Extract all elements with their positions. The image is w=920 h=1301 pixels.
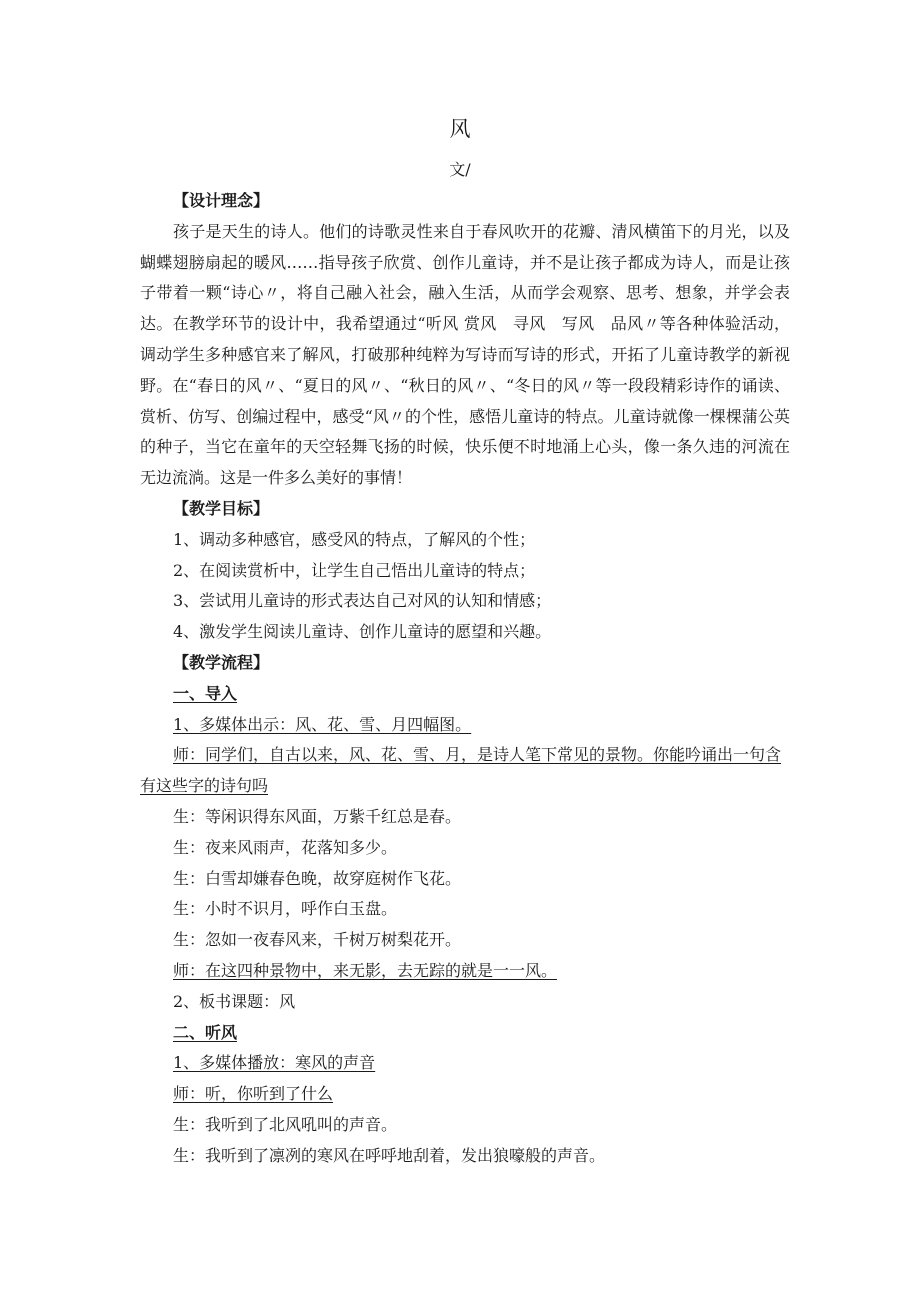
design-heading: 【设计理念】 xyxy=(173,191,270,210)
part2-heading: 二、听风 xyxy=(173,1022,238,1042)
part1-item2: 2、板书课题：风 xyxy=(173,991,296,1011)
goals-heading: 【教学目标】 xyxy=(173,498,270,518)
student-answer: 生：等闲识得东风面，万紫千红总是春。 xyxy=(173,806,462,826)
goal-item: 1、调动多种感官，感受风的特点，了解风的个性； xyxy=(173,529,536,549)
design-paragraph: 孩子是天生的诗人。他们的诗歌灵性来自于春风吹开的花瓣、清风横笛下的月光，以及蝴蝶翅膀扇起的暖风……指导孩子欣赏、创作儿童诗，并不是让孩子都成为诗人，而是让孩子带着一颗“诗心〃，将自己融入社会，融入生活，从而学会观察、思考、想象，并学会表达。在教学环节的设计中，我希望通过“听风 赏风 寻风 写风 品风〃等各种体验活动，调动学生多种感官来了解风，打破那种纯粹为写诗而写诗的形式，开拓了儿童诗教学的新视野。在“春日的风〃、“夏日的风〃、“秋日的风〃、“冬日的风〃等一段段精彩诗作的诵读、赏析、仿写、创编过程中，感受“风〃的个性，感悟儿童诗的特点。儿童诗就像一棵棵蒲公英的种子，当它在童年的天空轻舞飞扬的时候，快乐便不时地涌上心头，像一条久违的河流在无边流淌。这是一件多么美好的事情！ xyxy=(140,221,790,488)
student-answer: 生：白雪却嫌春色晚，故穿庭树作飞花。 xyxy=(173,868,462,888)
document-title: 风 xyxy=(449,117,471,141)
student-answer: 生：小时不识月，呼作白玉盘。 xyxy=(173,899,398,919)
part1-teacher-line: 师：同学们，自古以来，风、花、雪、月，是诗人笔下常见的景物。你能吟诵出一句含有这些字的诗句吗 xyxy=(140,745,782,796)
student-answer: 生：我听到了凛冽的寒风在呼呼地刮着，发出狼嚎般的声音。 xyxy=(173,1145,606,1165)
document-body xyxy=(140,186,790,1172)
student-answer: 生：我听到了北风吼叫的声音。 xyxy=(173,1114,398,1134)
document-author: 文/ xyxy=(449,160,471,179)
part1-item1: 1、多媒体出示：风、花、雪、月四幅图。 xyxy=(173,714,472,734)
student-answer: 生：忽如一夜春风来，千树万树梨花开。 xyxy=(173,930,462,950)
student-answer: 生：夜来风雨声，花落知多少。 xyxy=(173,837,398,857)
goal-item: 3、尝试用儿童诗的形式表达自己对风的认知和情感； xyxy=(173,591,552,611)
part2-item1: 1、多媒体播放：寒风的声音 xyxy=(173,1053,376,1073)
flow-heading: 【教学流程】 xyxy=(173,652,270,672)
part2-teacher-line: 师：听，你听到了什么 xyxy=(173,1084,334,1104)
goal-item: 2、在阅读赏析中，让学生自己悟出儿童诗的特点； xyxy=(173,560,536,580)
part1-heading: 一、导入 xyxy=(173,683,238,703)
goal-item: 4、激发学生阅读儿童诗、创作儿童诗的愿望和兴趣。 xyxy=(173,622,552,642)
part1-teacher-conclusion: 师：在这四种景物中，来无影，去无踪的就是一一风。 xyxy=(173,960,558,980)
